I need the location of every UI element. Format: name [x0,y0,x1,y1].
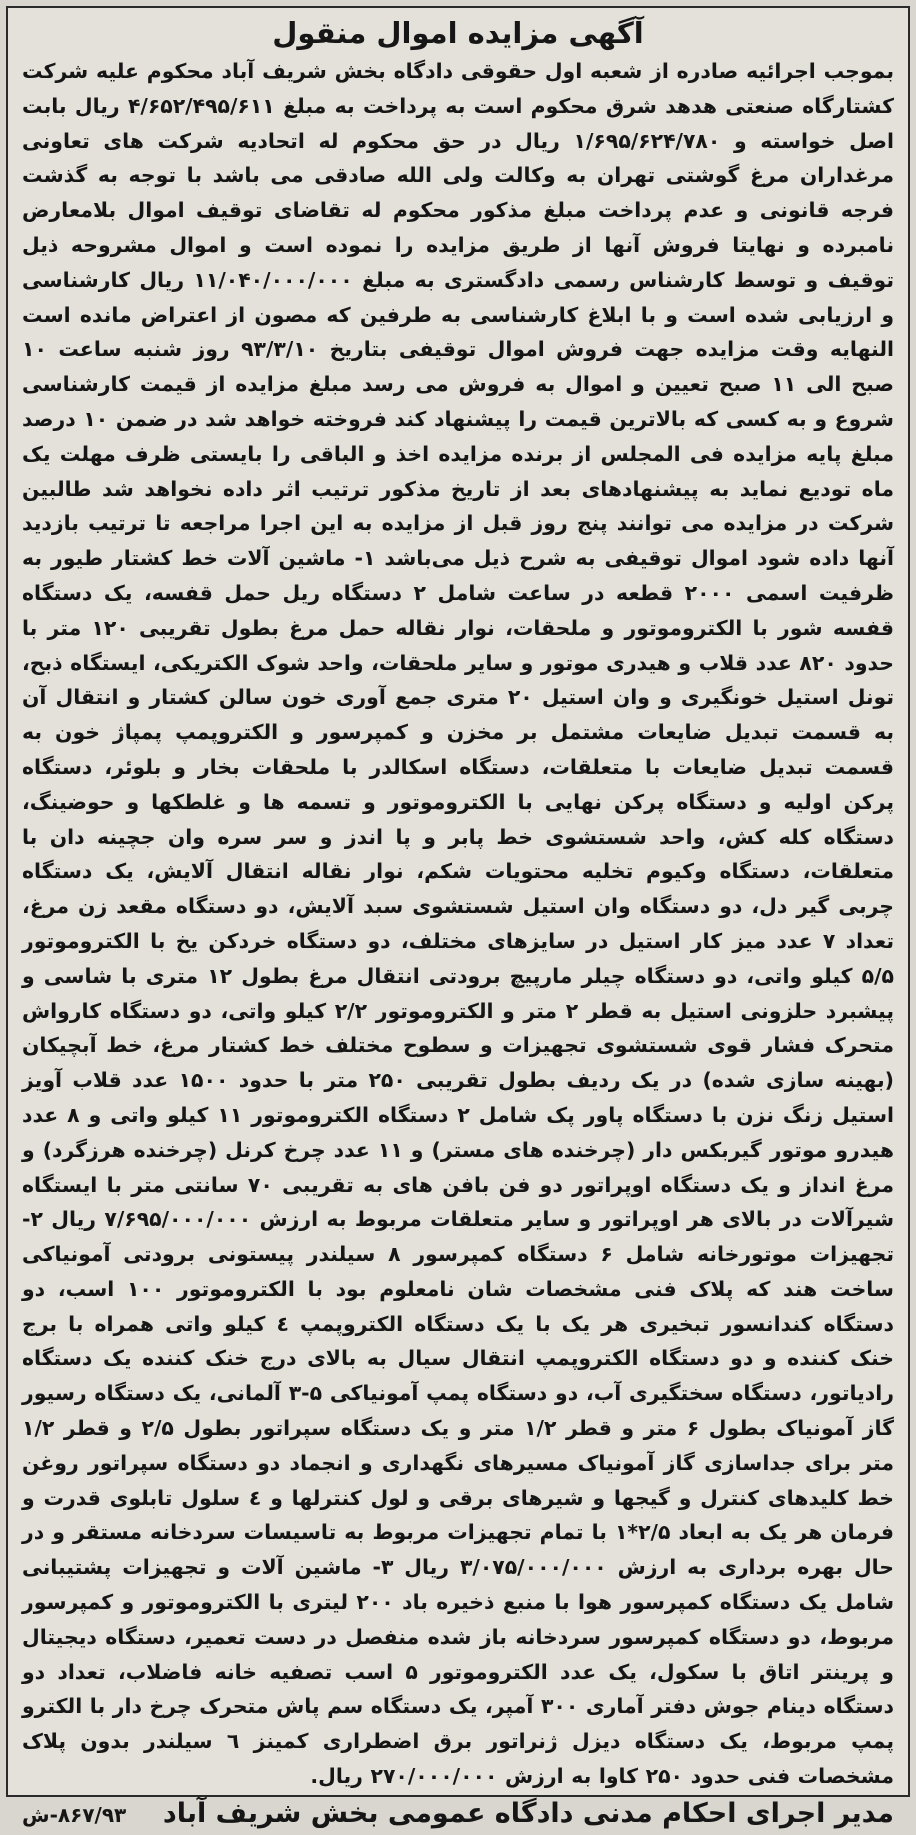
notice-body: بموجب اجرائیه صادره از شعبه اول حقوقی دادگاه بخش شریف آباد محکوم علیه شرکت کشتارگاه صنعتی هدهد شرق محکوم است به پرداخت به مبلغ ۴/۶۵۲/۴۹۵/۶۱۱ ریال بابت اصل خواسته و ۱/۶۹۵/۶۲۴/۷۸۰ ریال در حق محکوم له اتحادیه شرکت های تعاونی مرغداران مرغ گوشتی تهران به وکالت ولی الله صادقی می باشد با توجه به گذشت فرجه قانونی و عدم پرداخت مبلغ مذکور محکوم له تقاضای توقیف اموال بلامعارض نامبرده و نهایتا فروش آنها از طریق مزایده را نموده است و اموال مشروحه ذیل توقیف و توسط کارشناس رسمی دادگستری به مبلغ ۱۱/۰۴۰/۰۰۰/۰۰۰ ریال کارشناسی و ارزیابی شده است و با ابلاغ کارشناسی به طرفین که مصون از اعتراض مانده است النهایه وقت مزایده جهت فروش اموال توقیفی بتاریخ ۹۳/۳/۱۰ روز شنبه ساعت ۱۰ صبح الی ۱۱ صبح تعیین و اموال به فروش می رسد مبلغ مزایده از قیمت کارشناسی شروع و به کسی که بالاترین قیمت را پیشنهاد کند فروخته خواهد شد در ضمن ۱۰ درصد مبلغ پایه مزایده فی المجلس از برنده مزایده اخذ و الباقی را بایستی ظرف مهلت یک ماه تودیع نماید به پیشنهادهای بعد از تاریخ مذکور ترتیب اثر داده نخواهد شد طالبین شرکت در مزایده می توانند پنج روز قبل از مزایده به این اجرا مراجعه تا ترتیب بازدید آنها داده شود اموال توقیفی به شرح ذیل می‌باشد ۱- ماشین آلات خط کشتار طیور به ظرفیت اسمی ۲۰۰۰ قطعه در ساعت شامل ۲ دستگاه ریل حمل قفسه، یک دستگاه قفسه شور با الکتروموتور و ملحقات، نوار نقاله حمل مرغ بطول تقریبی ۱۲۰ متر با حدود ۸۲۰ عدد قلاب و هیدری موتور و سایر ملحقات، واحد شوک الکتریکی، ایستگاه ذبح، تونل استیل خونگیری و وان استیل ۲۰ متری جمع آوری خون سالن کشتار و انتقال آن به قسمت تبدیل ضایعات مشتمل بر مخزن و کمپرسور و الکتروپمپ پمپاژ خون به قسمت تبدیل ضایعات با متعلقات، دستگاه اسکالدر با ملحقات بخار و بلوئر، دستگاه پرکن اولیه و دستگاه پرکن نهایی با الکتروموتور و تسمه ها و غلطکها و حوضینگ، دستگاه کله کش، واحد شستشوی خط پابر و پا اندز و سر سره وان جچینه دان با متعلقات، دستگاه وکیوم تخلیه محتویات شکم، نوار نقاله انتقال آلایش، یک دستگاه چربی گیر دل، دو دستگاه وان استیل شستشوی سبد آلایش، دو دستگاه مقعد زن مرغ، تعداد ۷ عدد میز کار استیل در سایزهای مختلف، دو دستگاه خردکن یخ با الکتروموتور ۵/۵ کیلو واتی، دو دستگاه چیلر مارپیچ برودتی انتقال مرغ بطول ۱۲ متری با شاسی و پیشبرد حلزونی استیل به قطر ۲ متر و الکتروموتور ۲/۲ کیلو واتی، دو دستگاه کارواش متحرک فشار قوی شستشوی تجهیزات و سطوح مختلف خط کشتار مرغ، خط آبچیکان (بهینه سازی شده) در یک ردیف بطول تقریبی ۲۵۰ متر با حدود ۱۵۰۰ عدد قلاب آویز استیل زنگ نزن با دستگاه پاور پک شامل ۲ دستگاه الکتروموتور ۱۱ کیلو واتی و ۸ عدد هیدرو موتور گیربکس دار (چرخنده های مستر) و ۱۱ عدد چرخ کرنل (چرخنده هرزگرد) و مرغ انداز و یک دستگاه اوپراتور دو فن بافن های به تقریبی ۷۰ سانتی متر با ایستگاه شیرآلات در بالای هر اوپراتور و سایر متعلقات مربوط به ارزش ۷/۶۹۵/۰۰۰/۰۰۰ ریال ۲- تجهیزات موتورخانه شامل ۶ دستگاه کمپرسور ۸ سیلندر پیستونی برودتی آمونیاکی ساخت هند که پلاک فنی مشخصات شان نامعلوم بود با الکتروموتور ۱۰۰ اسب، دو دستگاه کندانسور تبخیری هر یک با یک دستگاه الکتروپمپ ٤ کیلو واتی همراه با برج خنک کننده و دو دستگاه الکتروپمپ انتقال سیال به بالای درج خنک کننده یک دستگاه رادیاتور، دستگاه سختگیری آب، دو دستگاه پمپ آمونیاکی ۵-۳ آلمانی، یک دستگاه رسیور گاز آمونیاک بطول ۶ متر و قطر ۱/۲ متر و یک دستگاه سپراتور بطول ۲/۵ و قطر ۱/۲ متر برای جداسازی گاز آمونیاک مسیرهای نگهداری و انجماد دو دستگاه سپراتور روغن خط کلیدهای کنترل و گیجها و شیرهای برقی و لول کنترلها و ٤ سلول تابلوی قدرت و فرمان هر یک به ابعاد ۲/۵*۱ با تمام تجهیزات مربوط به تاسیسات سردخانه مستقر و در حال بهره برداری به ارزش ۳/۰۷۵/۰۰۰/۰۰۰ ریال ۳- ماشین آلات و تجهیزات پشتیبانی شامل یک دستگاه کمپرسور هوا با منبع ذخیره باد ۲۰۰ لیتری با الکتروموتور و کمپرسور مربوط، دو دستگاه کمپرسور سردخانه باز شده منفصل در دست تعمیر، دستگاه دیجیتال و پرینتر اتاق با سکول، یک عدد الکتروموتور ۵ اسب تصفیه خانه فاضلاب، تعداد دو دستگاه دینام جوش دفتر آماری ۳۰۰ آمپر، یک دستگاه سم پاش متحرک چرخ دار با الکترو پمپ مربوط، یک دستگاه دیزل ژنراتور برق اضطراری کمینز ٦ سیلندر بدون پلاک مشخصات فنی حدود ۲۵۰ کاوا به ارزش ۲۷۰/۰۰۰/۰۰۰ ریال. [22,59,895,1789]
notice-title: آگهی مزایده اموال منقول [272,16,644,50]
notice-footer [22,1794,894,1835]
auction-notice [6,6,910,1829]
signer-title: مدیر اجرای احکام مدنی دادگاه عمومی بخش شریف آباد [162,1797,894,1829]
reference-number: ۸۶۷/۹۳-ش [22,1802,127,1827]
